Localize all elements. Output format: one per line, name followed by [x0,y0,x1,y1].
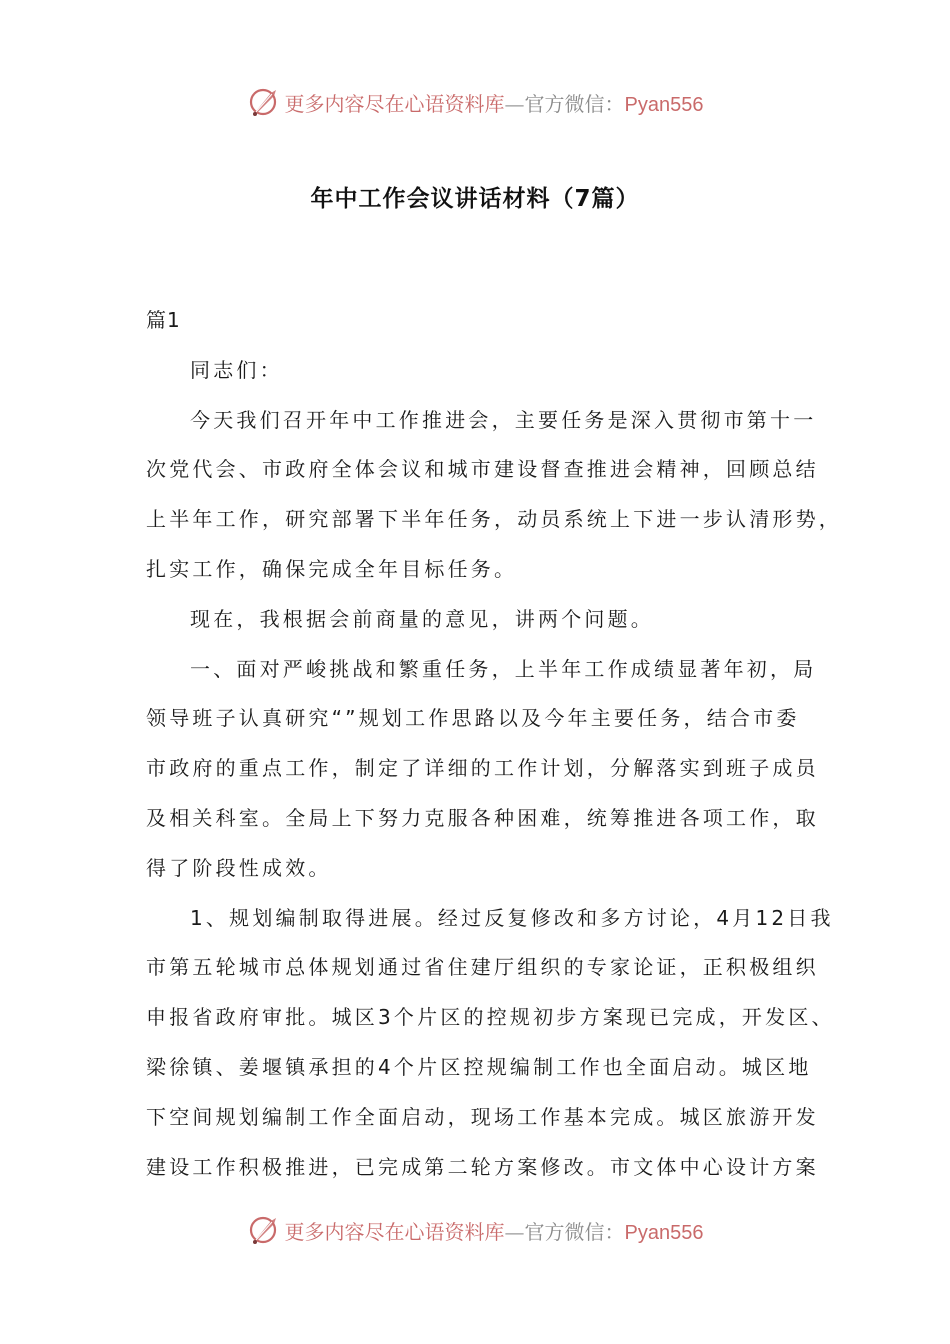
salutation: 同志们： [190,357,283,382]
paragraph-line: 次党代会、市政府全体会议和城市建设督查推进会精神，回顾总结 [146,457,819,482]
watermark-wechat-id: Pyan556 [624,93,704,116]
paragraph-line: 市第五轮城市总体规划通过省住建厅组织的专家论证，正积极组织 [146,955,819,980]
paragraph-line: 扎实工作，确保完成全年目标任务。 [146,556,518,581]
paragraph-line: 申报省政府审批。城区3个片区的控规初步方案现已完成，开发区、 [146,1005,835,1030]
paragraph-line: 得了阶段性成效。 [146,855,332,880]
quill-pen-logo-icon [247,1213,281,1247]
heading-line: 一、面对严峻挑战和繁重任务，上半年工作成绩显著年初，局 [190,656,817,681]
section-label: 篇1 [146,308,181,332]
watermark-text [285,1216,704,1245]
watermark-main-text: 更多内容尽在心语资料库 [284,91,505,116]
watermark-dash: — [504,91,525,116]
watermark-main-text: 更多内容尽在心语资料库 [284,1219,505,1244]
watermark-text [285,88,704,117]
paragraph-line: 建设工作积极推进，已完成第二轮方案修改。市文体中心设计方案 [146,1154,819,1179]
paragraph-line: 及相关科室。全局上下努力克服各种困难，统筹推进各项工作，取 [146,805,819,830]
watermark-footer [0,1210,950,1250]
paragraph-line: 上半年工作，研究部署下半年任务，动员系统上下进一步认清形势， [146,507,842,532]
watermark-wechat-id: Pyan556 [624,1221,704,1244]
quill-pen-logo-icon [247,85,281,119]
watermark-wechat-label: 官方微信： [524,1219,625,1244]
paragraph-line: 梁徐镇、姜堰镇承担的4个片区控规编制工作也全面启动。城区地 [146,1054,812,1079]
paragraph-line: 市政府的重点工作，制定了详细的工作计划，分解落实到班子成员 [146,756,819,781]
watermark-header [0,82,950,122]
document-title: 年中工作会议讲话材料（7篇） [310,186,640,212]
watermark-dash: — [504,1219,525,1244]
paragraph-line: 下空间规划编制工作全面启动，现场工作基本完成。城区旅游开发 [146,1104,819,1129]
paragraph-line: 现在，我根据会前商量的意见，讲两个问题。 [190,606,654,631]
paragraph-line: 1、规划编制取得进展。经过反复修改和多方讨论，4月12日我 [190,905,834,930]
watermark-wechat-label: 官方微信： [524,91,625,116]
document-body [146,296,842,1192]
paragraph-line: 领导班子认真研究“”规划工作思路以及今年主要任务，结合市委 [146,706,800,731]
paragraph-line: 今天我们召开年中工作推进会，主要任务是深入贯彻市第十一 [190,407,817,432]
